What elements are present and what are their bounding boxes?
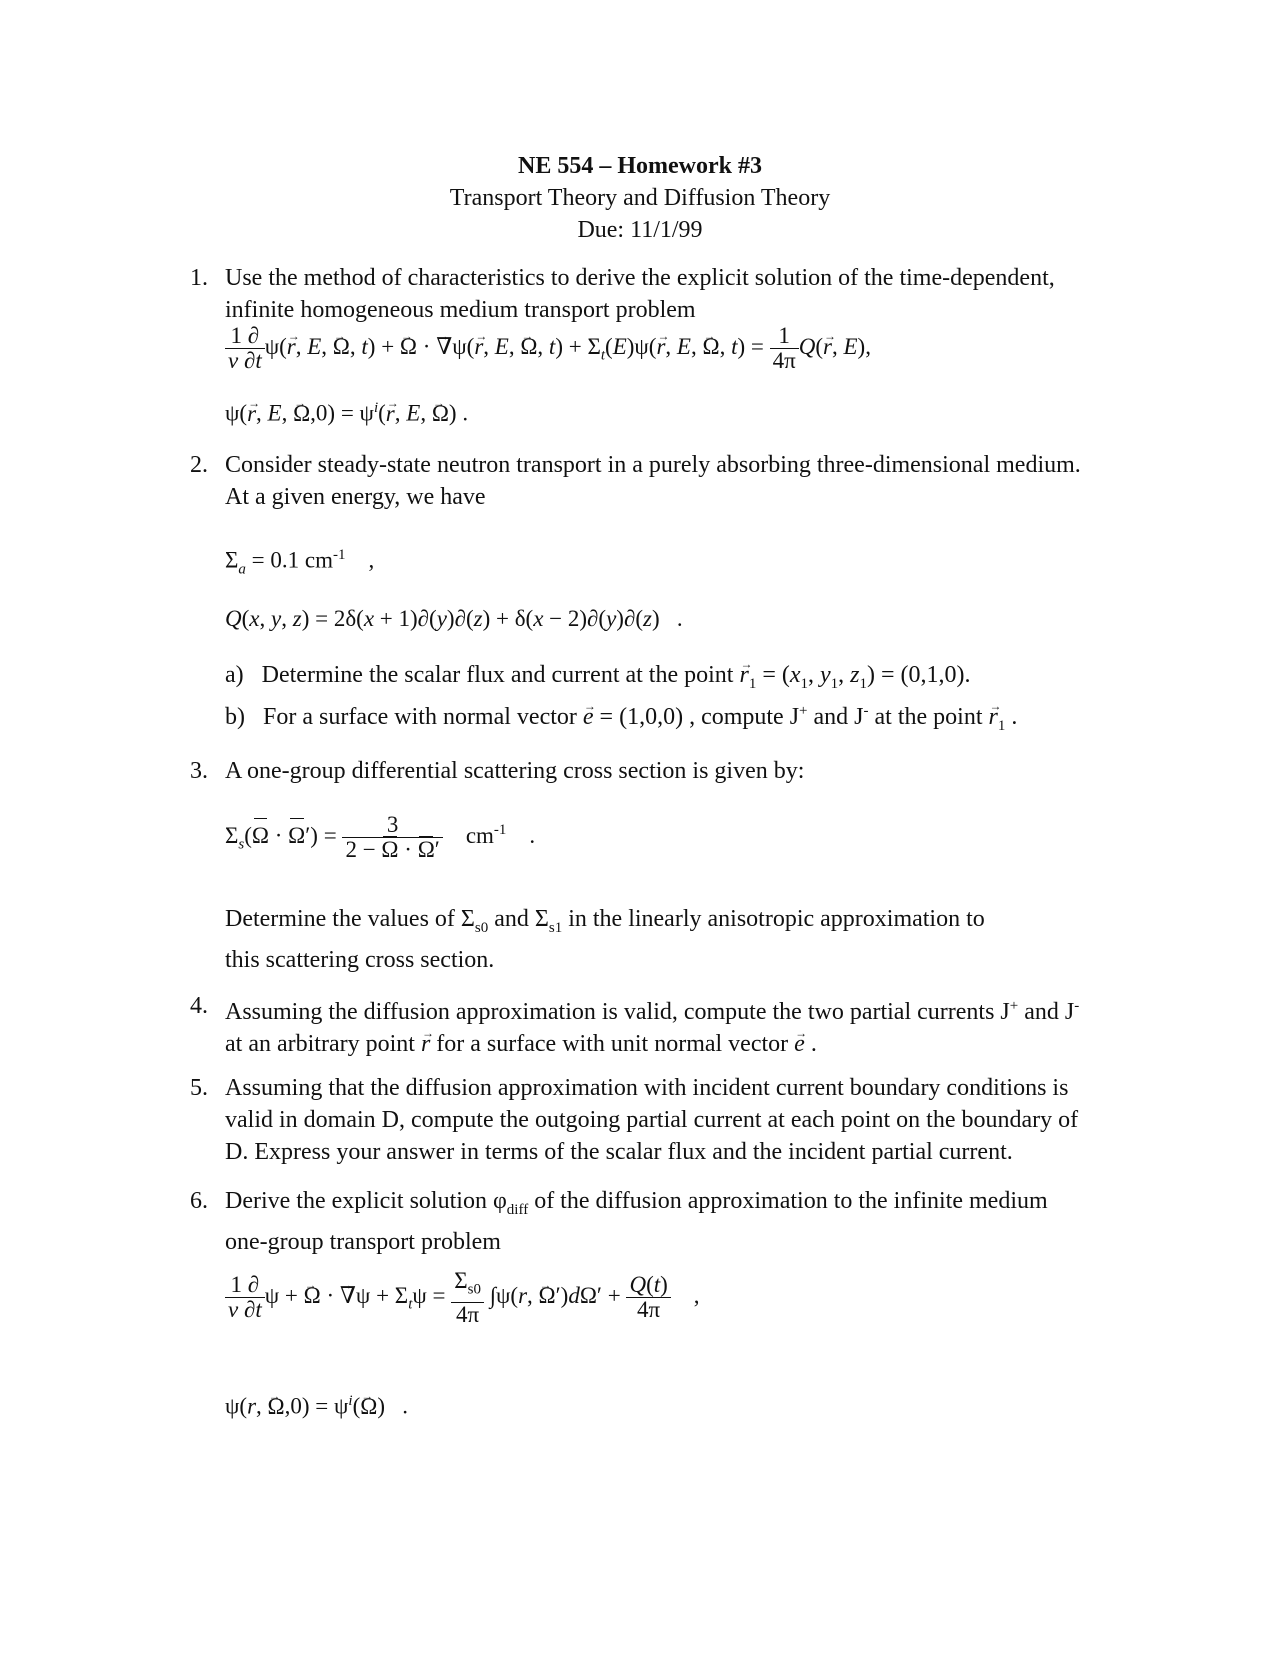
unit: cm — [465, 822, 494, 848]
problem-text: Assuming the diffusion approximation is valid, compute the two partial currents J+ and J- at an arbitrary point → r for a surface with unit normal vector → e . — [225, 990, 1095, 1060]
equation-diffusion: $\frac{1 \partial}{v \partial t}$ ψ + → Ω · → $\nabla\psi + \Sigma_t\psi$ = $\frac{\Sigma_{s0}}{4\pi}$ ∫ψ(r, → Ω′)dΩ′ + $\frac{Q(t)}{4\pi}$ , — [225, 1269, 700, 1327]
problem-text: Derive the explicit solution $\varphi_{diff}$ of the diffusion approximation to the infinite medium one-group transport problem — [225, 1188, 1048, 1255]
problem-followup: Determine the values of $\Sigma_{s0}$ and $\Sigma_{s1}$ in the linearly anisotropic approximation to this scattering cross section. — [225, 906, 985, 973]
equation-sigma-a: $\Sigma_a = 0.1$ $cm^{-1}$ , — [225, 547, 375, 578]
problem-text: Assuming that the diffusion approximation with incident current boundary conditions is valid in domain D, compute the outgoing partial current at each point on the boundary of D. Express your answer in terms of the scalar flux and the incident partial current. — [225, 1075, 1079, 1165]
header — [0, 150, 1280, 246]
part-a: a) Determine the scalar flux and current at the point → $r_1 = (x_1$, $y_1$, $z_1) = (0,1,0)$. — [225, 659, 971, 700]
problem-number: 5. — [190, 1075, 208, 1101]
due-date: Due: 11/1/99 — [577, 217, 703, 243]
problem-number: 2. — [190, 452, 208, 478]
equation-initial-6: ψ(r, → $\Omega,0) = \psi^i(\to \Omega)$ . — [225, 1385, 408, 1423]
part-b: b) For a surface with normal vector → e = (1,0,0) , compute J+ and J- at the point → $r_1$ . — [225, 695, 1017, 742]
problem-number: 4. — [190, 993, 208, 1019]
problem-number: 6. — [190, 1188, 208, 1214]
equation-scattering: $\Sigma_s(\Omega \cdot \Omega')$ = $\frac{3}{2 - \Omega \cdot \Omega'}$ $cm^{-1}$ . — [225, 812, 536, 862]
sigma-a-value: = 0.1 cm — [251, 547, 333, 573]
equation-source: Q(x, y, z) = 2δ(x + 1)∂(y)∂(z) + δ(x − 2)∂(y)∂(z) . — [225, 606, 683, 631]
page-title: NE 554 – Homework #3 — [518, 153, 762, 179]
page-subtitle: Transport Theory and Diffusion Theory — [449, 185, 831, 211]
problem-text: A one-group differential scattering cross section is given by: — [225, 758, 805, 784]
equation-transport: $\frac{1 \partial}{v \partial t}$ ψ(→ r, E, → Ω, t) + → Ω · → ∇ψ(→ r, E, → Ω, $t) + \Sigma_t(E)\psi(\to r$, E, → Ω, t) = $\frac{1}{4\pi}$ Q(→ r, E), — [225, 324, 871, 373]
problem-number: 1. — [190, 265, 208, 291]
problem-number: 3. — [190, 758, 208, 784]
equation-initial: ψ(→ r, E, → $\Omega,0) = \psi^i(\to r$, E, → Ω) . — [225, 392, 468, 430]
problem-text: Use the method of characteristics to derive the explicit solution of the time-dependent, infinite homogeneous medium transport problem — [225, 265, 1055, 323]
problem-text: Consider steady-state neutron transport in a purely absorbing three-dimensional medium. At a given energy, we have — [225, 452, 1081, 510]
